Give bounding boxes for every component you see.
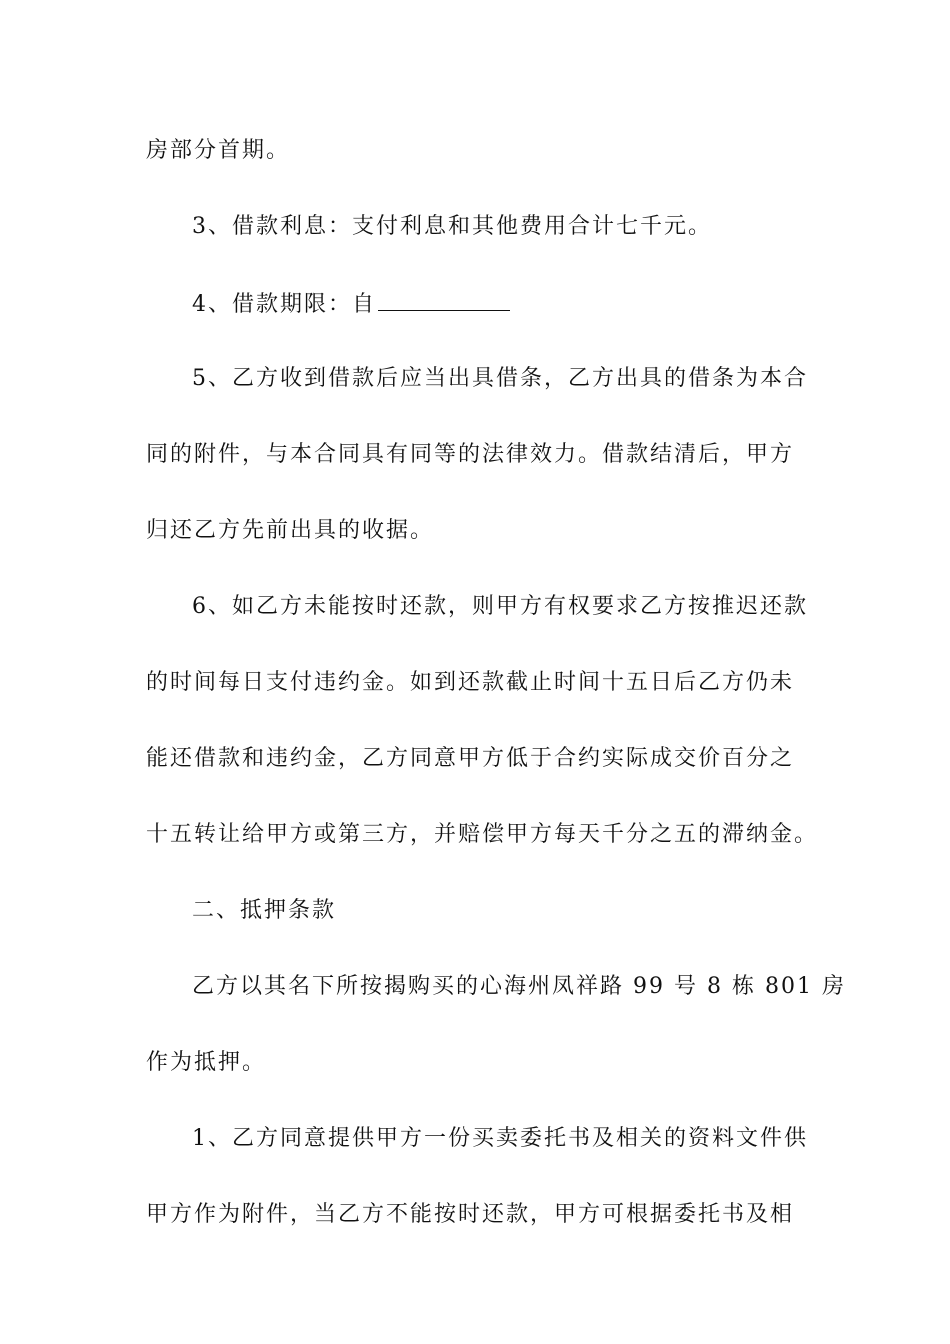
clause-penalty-line-2: 的时间每日支付违约金。如到还款截止时间十五日后乙方仍未 <box>146 670 795 695</box>
clause-penalty-line-4: 十五转让给甲方或第三方，并赔偿甲方每天千分之五的滞纳金。 <box>146 822 819 847</box>
mortgage-property-line-1: 乙方以其名下所按揭购买的心海州凤祥路 99 号 8 栋 801 房 <box>192 974 846 999</box>
clause-penalty-line-3: 能还借款和违约金，乙方同意甲方低于合约实际成交价百分之 <box>146 746 795 771</box>
fill-in-blank <box>378 288 510 311</box>
section-heading-mortgage: 二、抵押条款 <box>192 898 337 923</box>
clause-interest: 3、借款利息：支付利息和其他费用合计七千元。 <box>192 214 712 239</box>
text-line-continuation: 房部分首期。 <box>146 138 291 163</box>
clause-penalty-line-1: 6、如乙方未能按时还款，则甲方有权要求乙方按推迟还款 <box>192 594 808 619</box>
clause-receipt-line-3: 归还乙方先前出具的收据。 <box>146 518 435 543</box>
clause-term <box>192 288 862 318</box>
clause-term-label: 4、借款期限：自 <box>192 292 376 317</box>
mortgage-clause-1-line-2: 甲方作为附件，当乙方不能按时还款，甲方可根据委托书及相 <box>146 1202 795 1227</box>
clause-receipt-line-1: 5、乙方收到借款后应当出具借条，乙方出具的借条为本合 <box>192 366 808 391</box>
mortgage-property-line-2: 作为抵押。 <box>146 1050 267 1075</box>
clause-receipt-line-2: 同的附件，与本合同具有同等的法律效力。借款结清后，甲方 <box>146 442 795 467</box>
mortgage-clause-1-line-1: 1、乙方同意提供甲方一份买卖委托书及相关的资料文件供 <box>192 1126 808 1151</box>
